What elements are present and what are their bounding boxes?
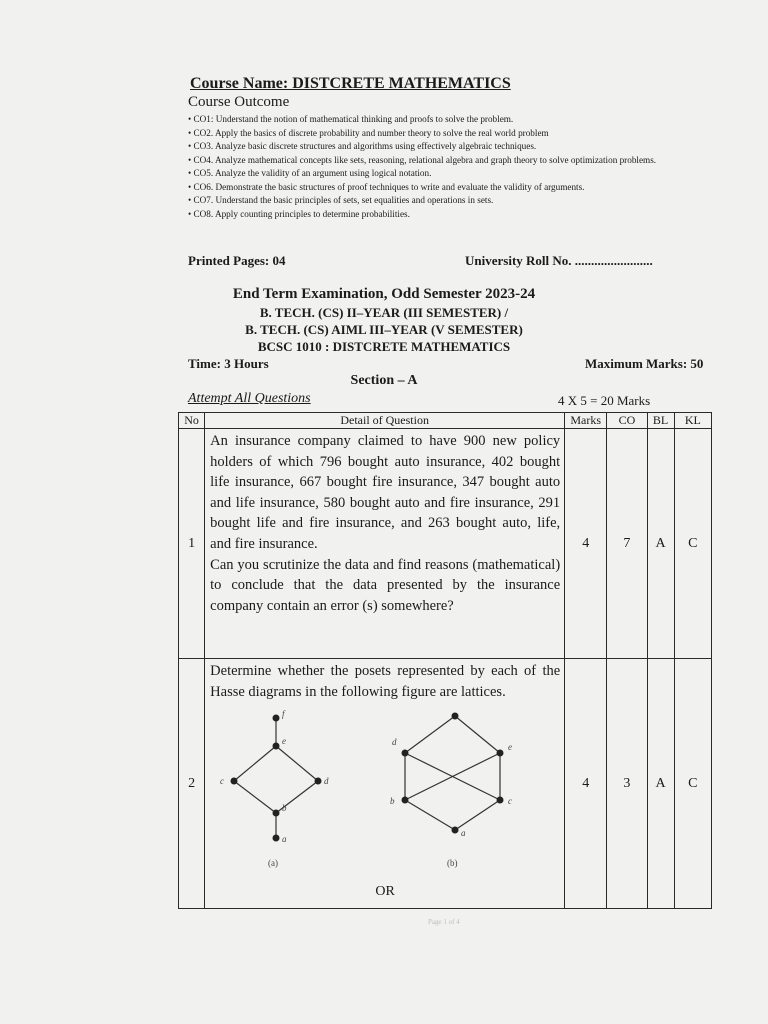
question-table (178, 412, 712, 909)
hasse-node (231, 778, 238, 785)
hasse-node (402, 750, 409, 757)
column-header: Detail of Question (205, 413, 565, 429)
course-outcome-item: • CO5. Analyze the validity of an argument using logical notation. (188, 168, 432, 178)
hasse-node (497, 750, 504, 757)
hasse-diagram-a (234, 718, 318, 838)
question-bl: A (647, 429, 674, 659)
hasse-caption: (b) (447, 858, 458, 869)
table-header-row (179, 413, 712, 429)
hasse-label: b (282, 803, 287, 814)
question-co: 7 (607, 429, 647, 659)
hasse-label: e (282, 736, 287, 747)
hasse-node (497, 797, 504, 804)
question-co: 3 (607, 659, 647, 909)
program-line-1: B. TECH. (CS) II–YEAR (III SEMESTER) / (259, 305, 509, 320)
maximum-marks: Maximum Marks: 50 (585, 356, 704, 371)
page-number-note: Page 1 of 4 (428, 918, 460, 926)
hasse-label: b (390, 796, 395, 807)
exam-time: Time: 3 Hours (188, 356, 269, 371)
course-outcome-item: • CO1: Understand the notion of mathematical thinking and proofs to solve the problem. (188, 114, 514, 124)
hasse-node (452, 827, 459, 834)
course-outcome-item: • CO4. Analyze mathematical concepts like sets, reasoning, relational algebra and graph theory to solve optimization problems. (188, 154, 657, 165)
hasse-label: c (508, 796, 513, 807)
column-header: KL (674, 413, 711, 429)
hasse-node (273, 743, 280, 750)
course-outcome-item: • CO3. Analyze basic discrete structures and algorithms using effectively algebraic techniques. (188, 141, 537, 151)
hasse-node (273, 715, 280, 722)
hasse-diagrams-figure (210, 708, 560, 878)
question-body: An insurance company claimed to have 900 new policy holders of which 796 bought auto insurance, 402 bought life insurance, 667 bought fire insurance, 347 bought auto and life insurance, 580 bought auto and fire insurance, 291 bought life and fire insurance, and 263 bought auto, life, and fire insurance. (210, 433, 561, 552)
hasse-node (402, 797, 409, 804)
hasse-node (315, 778, 322, 785)
hasse-diagrams (210, 708, 560, 878)
hasse-label: e (508, 742, 513, 753)
question-number: 1 (179, 429, 205, 659)
question-marks: 4 (565, 429, 607, 659)
marks-scheme: 4 X 5 = 20 Marks (558, 393, 651, 408)
question-prompt: Can you scrutinize the data and find reasons (mathematical) to conclude that the data presented by the insurance company contain an error (s) somewhere? (210, 556, 561, 614)
course-outcome-heading: Course Outcome (188, 94, 290, 110)
hasse-diagram-b (405, 716, 500, 830)
hasse-caption: (a) (268, 858, 279, 869)
program-line-2: B. TECH. (CS) AIML III–YEAR (V SEMESTER) (245, 322, 523, 337)
hasse-label: d (392, 737, 397, 748)
university-roll-no: University Roll No. ........................ (465, 253, 653, 268)
hasse-label: a (282, 834, 287, 845)
hasse-label: a (461, 828, 466, 839)
column-header: CO (607, 413, 647, 429)
question-kl: C (674, 659, 711, 909)
column-header: Marks (565, 413, 607, 429)
question-bl: A (647, 659, 674, 909)
question-body: Determine whether the posets represented by each of the Hasse diagrams in the following figure are lattices. (210, 663, 561, 700)
column-header: BL (647, 413, 674, 429)
course-outcome-item: • CO8. Apply counting principles to determine probabilities. (188, 208, 410, 219)
question-number: 2 (179, 659, 205, 909)
exam-title: End Term Examination, Odd Semester 2023-24 (232, 286, 536, 302)
printed-pages: Printed Pages: 04 (188, 253, 286, 268)
hasse-node (273, 810, 280, 817)
course-outcome-list (188, 113, 698, 221)
hasse-label: f (282, 709, 285, 720)
question-text (205, 429, 565, 659)
course-outcome-item: • CO6. Demonstrate the basic structures of proof techniques to write and evaluate the validity of arguments. (188, 181, 585, 192)
question-kl: C (674, 429, 711, 659)
hasse-node (452, 713, 459, 720)
table-row (179, 659, 712, 909)
course-outcome-item: • CO2. Apply the basics of discrete probability and number theory to solve the real world problem (188, 127, 549, 138)
or-label: OR (375, 884, 395, 900)
subject-code: BCSC 1010 : DISTCRETE MATHEMATICS (257, 339, 511, 354)
column-header: No (179, 413, 205, 429)
hasse-label: c (220, 776, 225, 787)
question-marks: 4 (565, 659, 607, 909)
question-text (205, 659, 565, 909)
hasse-node (273, 835, 280, 842)
hasse-label: d (324, 776, 329, 787)
course-name: Course Name: DISTCRETE MATHEMATICS (190, 75, 511, 92)
section-instruction: Attempt All Questions (188, 391, 311, 406)
table-row (179, 429, 712, 659)
course-outcome-item: • CO7. Understand the basic principles of sets, set equalities and operations in sets. (188, 195, 494, 205)
section-title: Section – A (350, 373, 418, 388)
